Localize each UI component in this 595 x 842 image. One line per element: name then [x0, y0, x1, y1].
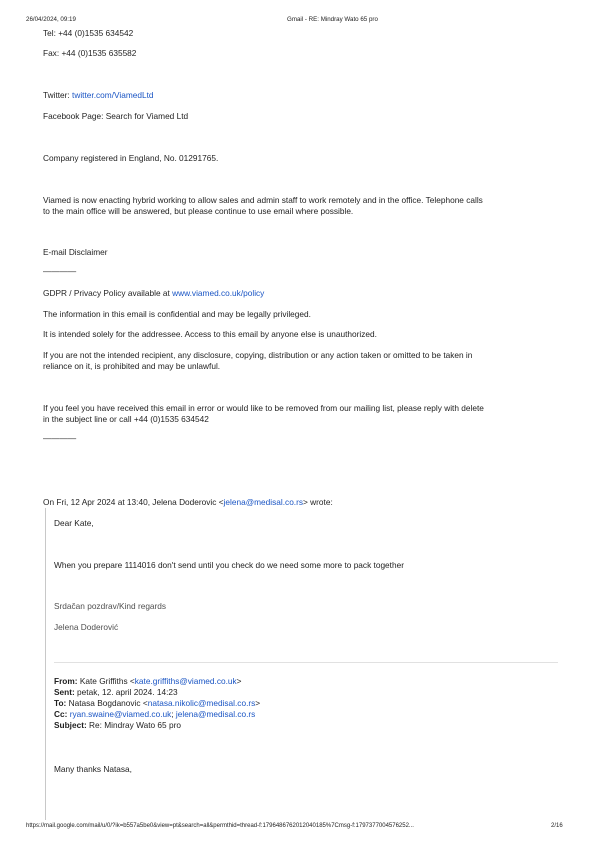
to-name: Natasa Bogdanovic < [66, 698, 148, 708]
to-close: > [255, 698, 261, 708]
to-line [54, 698, 260, 709]
footer-separator: ———— [43, 433, 77, 443]
cc-label: Cc: [54, 709, 68, 719]
not-intended-line2: reliance on it, is prohibited and may be unlawful. [43, 361, 221, 371]
quote-intro-email[interactable]: jelena@medisal.co.rs [223, 497, 304, 507]
signature-tel: Tel: +44 (0)1535 634542 [43, 28, 134, 38]
gdpr-label: GDPR / Privacy Policy available at [43, 288, 173, 298]
print-footer-page: 2/16 [551, 823, 563, 829]
original-greeting: Many thanks Natasa, [54, 764, 132, 774]
twitter-label: Twitter: [43, 90, 73, 100]
cc-email-1[interactable]: ryan.swaine@viamed.co.uk [69, 709, 172, 719]
to-label: To: [54, 698, 67, 708]
header-divider [54, 662, 558, 663]
quoted-body: When you prepare 1114016 don't send until you check do we need some more to pack together [54, 560, 404, 570]
subject-line [54, 720, 181, 731]
error-notice-line2: in the subject line or call +44 (0)1535 634542 [43, 414, 209, 424]
cc-line [54, 709, 255, 720]
to-email[interactable]: natasa.nikolic@medisal.co.rs [147, 698, 256, 708]
error-notice-line1: If you feel you have received this email in error or would like to be removed from our mailing list, please reply with delete [43, 403, 484, 413]
subject-label: Subject: [54, 720, 87, 730]
from-label: From: [54, 676, 78, 686]
not-intended-line1: If you are not the intended recipient, any disclosure, copying, distribution or any action taken or omitted to be taken in [43, 350, 473, 360]
quote-intro-prefix: On Fri, 12 Apr 2024 at 13:40, Jelena Doderovic < [43, 497, 224, 507]
print-footer-url: https://mail.google.com/mail/u/0/?ik=b557a5be0&view=pt&search=all&permthid=thread-f:1796486762012040185%7Cmsg-f:1797377004576252... [26, 823, 414, 829]
quote-intro-suffix: > wrote: [303, 497, 333, 507]
cc-email-2[interactable]: jelena@medisal.co.rs [175, 709, 256, 719]
signature-fax: Fax: +44 (0)1535 635582 [43, 48, 137, 58]
disclaimer-title: E-mail Disclaimer [43, 247, 108, 257]
cc-separator: ; [171, 709, 176, 719]
sent-label: Sent: [54, 687, 75, 697]
subject-value: Re: Mindray Wato 65 pro [86, 720, 181, 730]
intended-line: It is intended solely for the addressee. Access to this email by anyone else is unauthorized. [43, 329, 377, 339]
from-email[interactable]: kate.griffiths@viamed.co.uk [134, 676, 237, 686]
gdpr-line [43, 288, 264, 299]
from-close: > [236, 676, 242, 686]
quoted-greeting: Dear Kate, [54, 518, 94, 528]
print-title: Gmail - RE: Mindray Wato 65 pro [287, 16, 378, 23]
quoted-name: Jelena Doderović [54, 622, 119, 632]
twitter-link[interactable]: twitter.com/ViamedLtd [72, 90, 154, 100]
sent-line [54, 687, 178, 698]
from-name: Kate Griffiths < [77, 676, 135, 686]
sent-value: petak, 12. april 2024. 14:23 [74, 687, 178, 697]
signature-twitter [43, 90, 154, 101]
from-line [54, 676, 242, 687]
quoted-regards: Srdačan pozdrav/Kind regards [54, 601, 167, 611]
signature-facebook: Facebook Page: Search for Viamed Ltd [43, 111, 189, 121]
quote-bar [45, 508, 46, 820]
confidential-line: The information in this email is confidential and may be legally privileged. [43, 309, 311, 319]
hybrid-notice-line2: to the main office will be answered, but please continue to use email where possible. [43, 206, 354, 216]
print-datetime: 26/04/2024, 09:19 [26, 16, 76, 23]
company-registration: Company registered in England, No. 01291765. [43, 153, 219, 163]
gdpr-link[interactable]: www.viamed.co.uk/policy [172, 288, 265, 298]
quote-intro [43, 497, 333, 508]
hybrid-notice-line1: Viamed is now enacting hybrid working to allow sales and admin staff to work remotely and in the office. Telephone calls [43, 195, 483, 205]
disclaimer-separator: ———— [43, 266, 77, 276]
